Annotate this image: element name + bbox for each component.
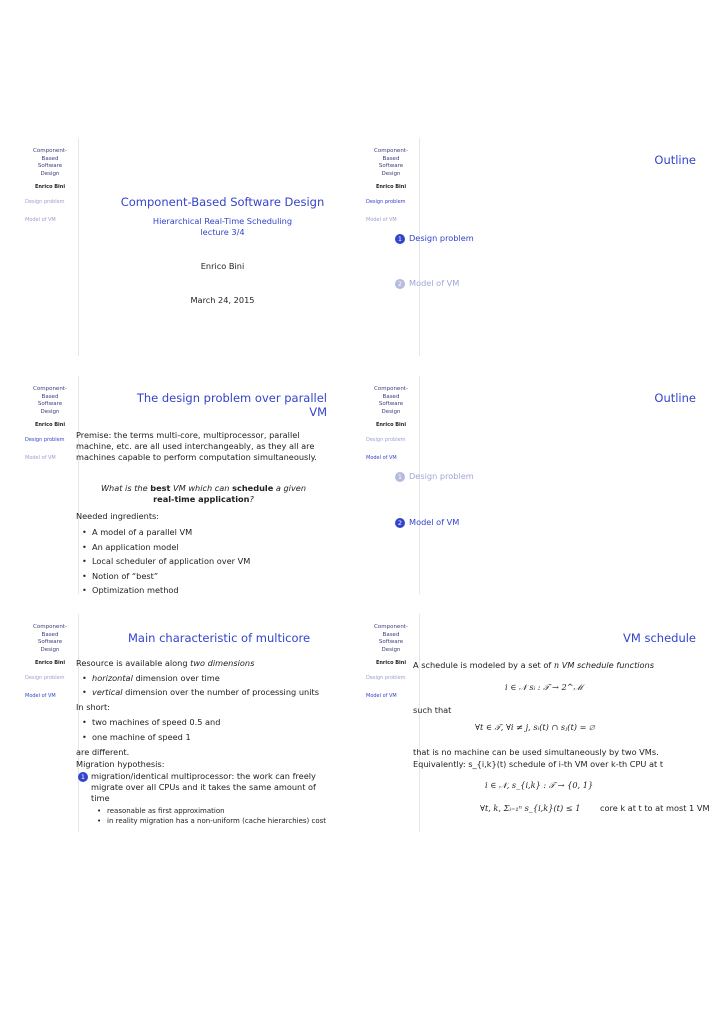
list-item: • Local scheduler of application over VM <box>78 554 250 569</box>
sidebar-author: Enrico Bini <box>375 422 407 428</box>
presentation-author: Enrico Bini <box>200 261 245 271</box>
list-item: • horizontal dimension over time <box>78 671 319 685</box>
are-different-text: are different. <box>76 747 130 757</box>
in-short-label: In short: <box>76 702 111 712</box>
sidebar-link-design-problem[interactable]: Design problem <box>366 675 406 681</box>
outline-item-design-problem[interactable]: 1 Design problem <box>395 471 474 482</box>
slide-content <box>413 614 710 832</box>
list-item: • in reality migration has a non-uniform (cache hierarchies) cost <box>93 817 341 827</box>
slide-design-problem <box>22 376 361 594</box>
slide-title <box>22 138 361 356</box>
migration-label: Migration hypothesis: <box>76 759 165 769</box>
sidebar-link-design-problem[interactable]: Design problem <box>25 437 65 443</box>
premise-text: Premise: the terms multi-core, multiprocessor, parallel machine, etc. are all used interchangeably, as they all are machines capable to perform computation simultaneously. <box>76 430 317 462</box>
migration-text: migration/identical multiprocessor: the work can freely migrate over all CPUs and it takes the same amount of time <box>91 771 316 803</box>
sidebar-link-model-of-vm[interactable]: Model of VM <box>366 693 397 699</box>
intro-text: Resource is available along two dimensions <box>76 658 255 668</box>
sidebar <box>22 138 79 356</box>
no-machine-text: that is no machine can be used simultaneously by two VMs. <box>413 747 659 757</box>
slide-content <box>397 376 702 594</box>
sidebar-author: Enrico Bini <box>34 422 66 428</box>
sidebar <box>363 138 420 356</box>
sidebar-link-design-problem[interactable]: Design problem <box>366 437 406 443</box>
equation-schedule-function: i ∈ 𝒩 sᵢ : 𝒯 → 2^ℳ <box>505 682 583 692</box>
slide-multicore <box>22 614 361 832</box>
migration-number: 1 <box>78 771 92 782</box>
frame-title: Outline <box>654 153 696 167</box>
outline-item-design-problem[interactable]: 1 Design problem <box>395 233 474 244</box>
sidebar-title[interactable]: Component- Based Software Design <box>33 624 67 653</box>
short-list <box>78 715 220 745</box>
equation-disjoint: ∀t ∈ 𝒯, ∀i ≠ j, sᵢ(t) ∩ sⱼ(t) = ∅ <box>475 722 595 732</box>
migration-sublist <box>93 807 341 826</box>
sidebar-author: Enrico Bini <box>375 660 407 666</box>
sidebar-title[interactable]: Component- Based Software Design <box>33 386 67 415</box>
list-item: • An application model <box>78 540 250 555</box>
sidebar <box>22 376 79 594</box>
frame-title: Main characteristic of multicore <box>128 631 311 645</box>
outline-item-model-of-vm[interactable]: 2 Model of VM <box>395 278 459 289</box>
list-item: • Notion of “best” <box>78 569 250 584</box>
sidebar-link-design-problem[interactable]: Design problem <box>366 199 406 205</box>
list-item: • two machines of speed 0.5 and <box>78 715 220 730</box>
presentation-lecture: lecture 3/4 <box>200 227 245 237</box>
sidebar-link-design-problem[interactable]: Design problem <box>25 675 65 681</box>
ingredients-list <box>78 525 250 598</box>
sidebar-title[interactable]: Component- Based Software Design <box>33 148 67 177</box>
slide-content <box>76 376 361 595</box>
outline-item-model-of-vm[interactable]: 2 Model of VM <box>395 517 459 528</box>
item-number: 2 <box>395 279 405 289</box>
ingredients-label: Needed ingredients: <box>76 511 160 521</box>
sidebar-author: Enrico Bini <box>34 660 66 666</box>
slide-content <box>76 614 361 832</box>
frame-title: Outline <box>654 391 696 405</box>
design-question: What is the best VM which can schedule a given real-time application? <box>100 483 307 504</box>
sidebar <box>363 376 420 594</box>
sidebar-title[interactable]: Component- Based Software Design <box>374 148 408 177</box>
list-item: • A model of a parallel VM <box>78 525 250 540</box>
item-number: 2 <box>395 518 405 528</box>
such-that-label: such that <box>413 705 452 715</box>
item-number: 1 <box>395 472 405 482</box>
sidebar-link-model-of-vm[interactable]: Model of VM <box>25 217 56 223</box>
equation-binary-schedule: i ∈ 𝒩, s_{i,k} : 𝒯 → {0, 1} <box>485 780 594 790</box>
dimensions-list <box>78 671 319 699</box>
slide-content <box>84 138 361 356</box>
equation-core-constraint: ∀t, k, Σᵢ₌₁ⁿ s_{i,k}(t) ≤ 1 <box>480 803 581 813</box>
slide-outline-1 <box>363 138 702 356</box>
list-item: • Optimization method <box>78 583 250 598</box>
core-constraint-note: core k at t to at most 1 VM <box>600 803 710 813</box>
slide-content <box>397 138 702 356</box>
sidebar <box>363 614 420 832</box>
slide-vm-schedule <box>363 614 710 832</box>
sidebar-link-model-of-vm[interactable]: Model of VM <box>366 217 397 223</box>
intro-text: A schedule is modeled by a set of n VM schedule functions <box>413 660 655 670</box>
frame-title: The design problem over parallel VM <box>136 391 327 419</box>
presentation-date: March 24, 2015 <box>190 295 255 305</box>
sidebar-link-model-of-vm[interactable]: Model of VM <box>25 455 56 461</box>
item-number: 1 <box>395 234 405 244</box>
sidebar-link-model-of-vm[interactable]: Model of VM <box>25 693 56 699</box>
list-item: • one machine of speed 1 <box>78 730 220 745</box>
list-item: • vertical dimension over the number of processing units <box>78 685 319 699</box>
sidebar-author: Enrico Bini <box>375 184 407 190</box>
equivalently-text: Equivalently: s_{i,k}(t) schedule of i-th VM over k-th CPU at t <box>413 759 664 769</box>
presentation-subtitle: Hierarchical Real-Time Scheduling <box>152 216 293 226</box>
sidebar-title[interactable]: Component- Based Software Design <box>374 624 408 653</box>
list-item: • reasonable as first approximation <box>93 807 341 817</box>
sidebar <box>22 614 79 832</box>
sidebar-link-design-problem[interactable]: Design problem <box>25 199 65 205</box>
frame-title: VM schedule <box>623 631 696 645</box>
slide-outline-2 <box>363 376 702 594</box>
sidebar-link-model-of-vm[interactable]: Model of VM <box>366 455 397 461</box>
presentation-title: Component-Based Software Design <box>120 195 325 209</box>
sidebar-author: Enrico Bini <box>34 184 66 190</box>
sidebar-title[interactable]: Component- Based Software Design <box>374 386 408 415</box>
